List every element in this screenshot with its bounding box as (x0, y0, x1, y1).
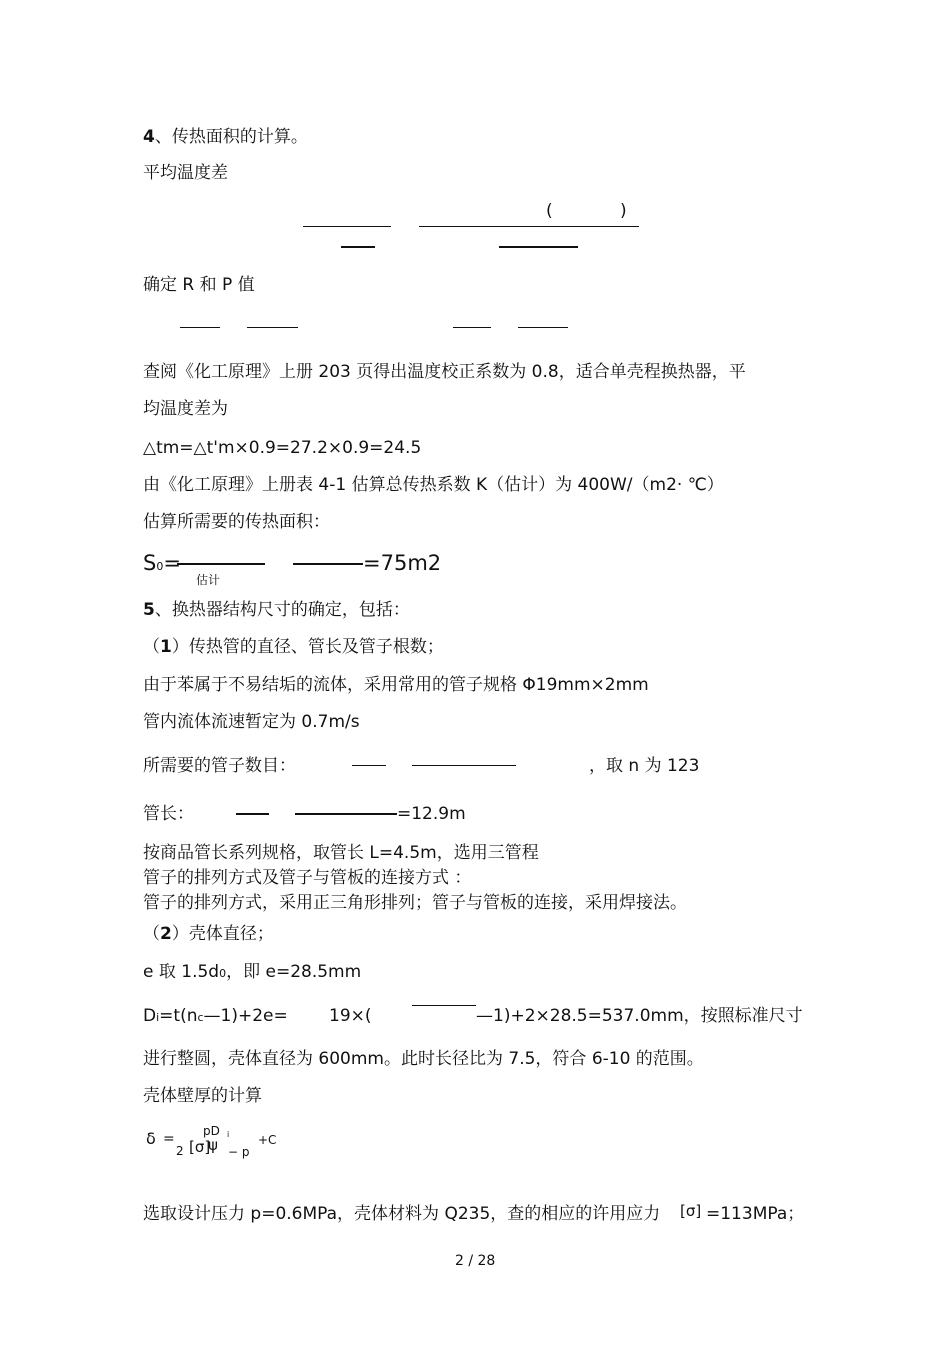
formula-paren-open: ( (546, 201, 553, 221)
item-2-open: （ (143, 924, 160, 944)
item-2-number: 2 (160, 924, 172, 944)
allowable-stress-symbol: [σ] (189, 1138, 211, 1156)
di-line-start (143, 1006, 288, 1028)
layout-text: 管子的排列方式，采用正三角形排列；管子与管板的连接，采用焊接法。 (143, 893, 687, 913)
mean-temp-label: 平均温度差 (143, 163, 228, 183)
section-5-heading (143, 600, 410, 620)
di-subscript: i (156, 1011, 160, 1024)
fraction-bar (352, 765, 386, 766)
fraction-bar (177, 563, 265, 565)
fraction-bar (247, 327, 298, 328)
correction-line-1: 查阅《化工原理》上册 203 页得出温度校正系数为 0.8，适合单壳程换热器，平 (143, 362, 746, 382)
di-line-end: —1)+2×28.5=537.0mm，按照标准尺寸 (476, 1006, 803, 1026)
length-choice: 按商品管长系列规格，取管长 L=4.5m，选用三管程 (143, 843, 539, 863)
formula-equals: = (163, 1131, 175, 1147)
fraction-bar (341, 246, 375, 248)
correction-line-2: 均温度差为 (143, 399, 228, 419)
item-1-number: 1 (160, 637, 172, 657)
rp-label: 确定 R 和 P 值 (143, 275, 255, 295)
fraction-bar (412, 765, 516, 766)
formula-minus-p: − p (228, 1145, 250, 1159)
fraction-bar (236, 813, 269, 815)
rounding-line: 进行整圆，壳体直径为 600mm。此时长径比为 7.5，符合 6-10 的范围。 (143, 1049, 704, 1069)
item-1-title: ）传热管的直径、管长及管子根数； (171, 637, 444, 657)
s0-symbol: S (143, 551, 157, 575)
formula-numerator-subscript: i (227, 1130, 230, 1139)
velocity-line: 管内流体流速暂定为 0.7m/s (143, 712, 360, 732)
e-line (143, 962, 361, 984)
formula-two: 2 (176, 1144, 184, 1158)
design-pressure-line: 选取设计压力 p=0.6MPa，壳体材料为 Q235，查的相应的许用应力 (143, 1204, 661, 1224)
tube-spec: 由于苯属于不易结垢的流体，采用常用的管子规格 Φ19mm×2mm (143, 675, 649, 695)
section-4-title: 、传热面积的计算。 (154, 127, 308, 147)
s0-subscript: 0 (156, 560, 164, 573)
s0-result: =75m2 (363, 551, 442, 575)
item-2-title: ）壳体直径； (171, 924, 274, 944)
allowable-stress-value: =113MPa； (706, 1204, 805, 1224)
formula-paren-close: ) (620, 201, 627, 221)
fraction-bar (295, 813, 397, 815)
k-line: 由《化工原理》上册表 4-1 估算总传热系数 K（估计）为 400W/（m2· ℃） (143, 475, 724, 495)
section-5-number: 5 (143, 600, 155, 620)
section-5-title: 、换热器结构尺寸的确定，包括： (154, 600, 410, 620)
allowable-stress-symbol: [σ] (680, 1202, 702, 1220)
fraction-bar (412, 1005, 476, 1006)
section-4-heading (143, 127, 308, 147)
fraction-bar (180, 327, 220, 328)
page-number: 2 / 28 (455, 1253, 496, 1269)
di-line-mid: 19×( (329, 1006, 372, 1026)
area-label: 估算所需要的传热面积： (143, 512, 330, 532)
item-2-heading (143, 924, 274, 944)
e-line-post: ，即 e=28.5mm (226, 962, 362, 982)
e-line-pre: e 取 1.5d (143, 962, 220, 982)
e-line-subscript: 0 (219, 967, 227, 980)
section-4-number: 4 (143, 127, 155, 147)
item-1-open: （ (143, 637, 160, 657)
fraction-bar (453, 327, 491, 328)
item-1-heading (143, 637, 444, 657)
formula-numerator: pD (203, 1124, 220, 1138)
length-label: 管长： (143, 804, 194, 824)
formula-plus-c: +C (258, 1133, 277, 1147)
di-symbol: D (143, 1006, 157, 1026)
delta-symbol: δ (146, 1129, 156, 1148)
tube-count-label: 所需要的管子数目： (143, 756, 296, 776)
psi-symbol: ψ (208, 1136, 218, 1154)
tube-count-result: ，取 n 为 123 (589, 756, 700, 776)
di-part-b: —1)+2e= (203, 1006, 288, 1026)
fraction-bar (518, 327, 568, 328)
wall-thickness-label: 壳体壁厚的计算 (143, 1086, 262, 1106)
fraction-bar (499, 246, 578, 248)
s0-formula (143, 553, 181, 577)
tm-equation: △tm=△t'm×0.9=27.2×0.9=24.5 (143, 438, 422, 458)
layout-label: 管子的排列方式及管子与管板的连接方式 ： (143, 868, 472, 888)
fraction-bar (293, 563, 363, 565)
di-part-a: =t(n (159, 1006, 198, 1026)
fraction-bar (303, 226, 391, 227)
nc-subscript: c (197, 1011, 204, 1024)
s0-equals: = (163, 551, 181, 575)
length-result: =12.9m (397, 804, 466, 824)
fraction-bar (419, 226, 639, 227)
s0-note: 估计 (196, 573, 221, 587)
